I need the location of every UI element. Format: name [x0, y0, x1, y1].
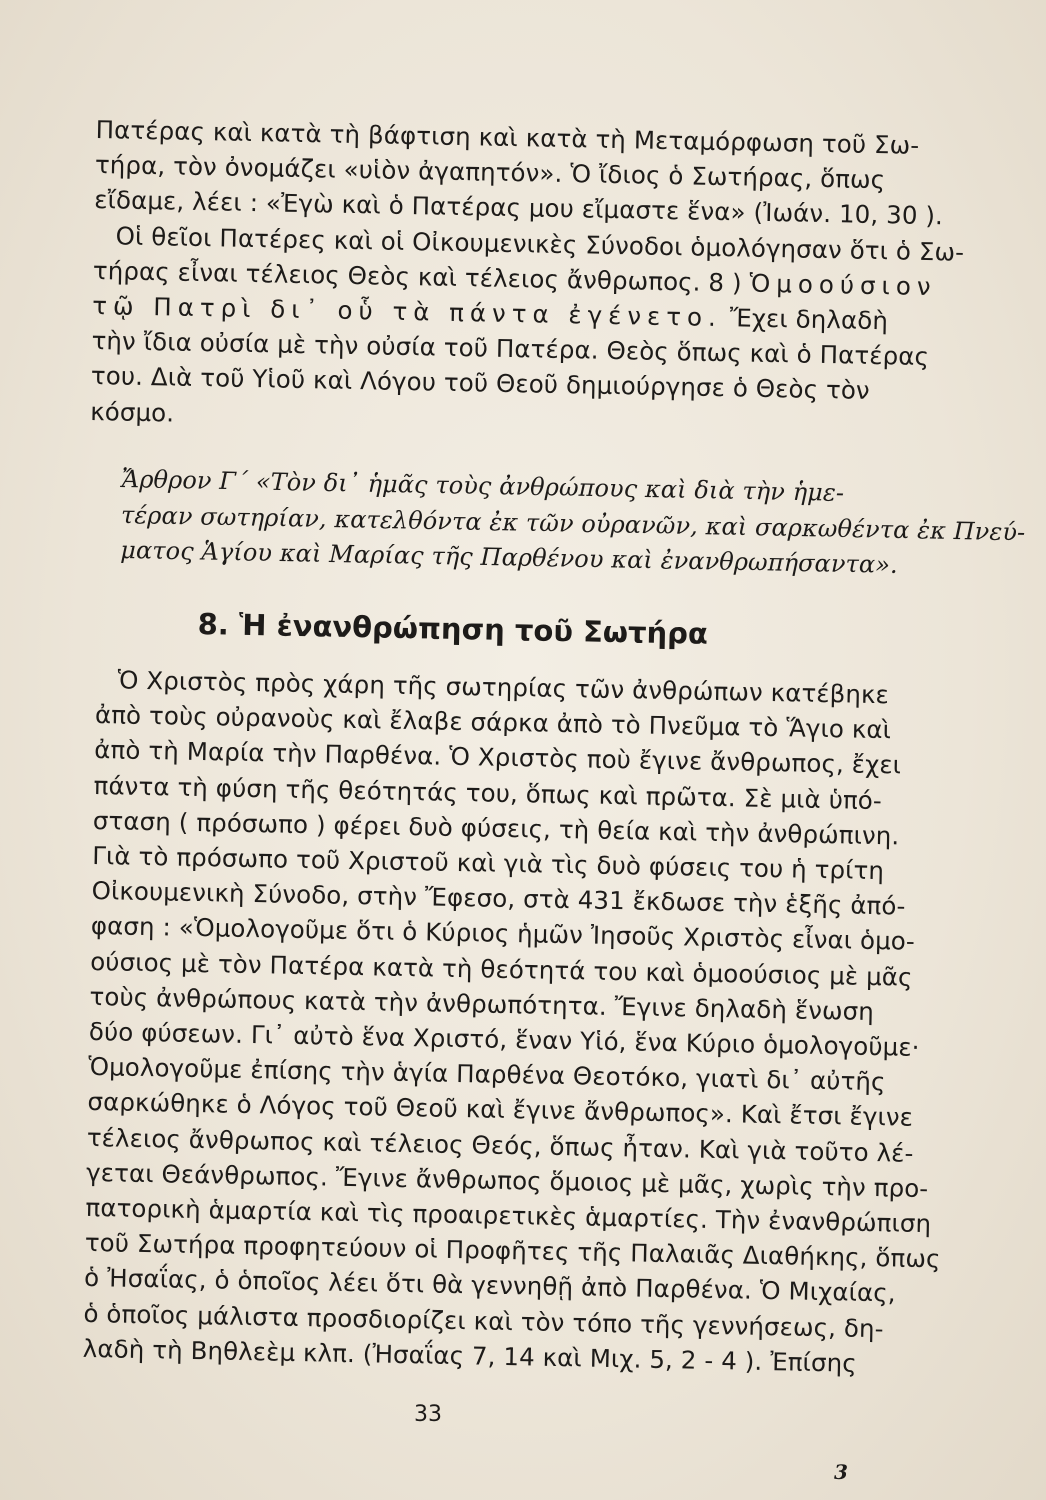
section-paragraph [82, 662, 941, 1381]
text-line: τήρα, τὸν ὀνομάζει «υἱὸν ἀγαπητόν». Ὁ ἴδιος ὁ Σωτήρας, ὅπως [94, 150, 886, 195]
creed-line: Ἄρθρον Γ΄ «Τὸν δι᾿ ἡμᾶς τοὺς ἀνθρώπους καὶ διὰ τὴν ἡμε- [121, 464, 845, 507]
text-line: Ὁμολογοῦμε ἐπίσης τὴν ἁγία Παρθένα Θεοτόκο, γιατὶ δι᾿ αὐτῆς [87, 1052, 886, 1097]
text-line: ὁ Ἠσαΐας, ὁ ὁποῖος λέει ὅτι θὰ γεννηθῇ ἀπὸ Παρθένα. Ὁ Μιχαίας, [83, 1263, 896, 1308]
text-segment: τήρας εἶναι τέλειος Θεὸς καὶ τέλειος ἄνθρωπος. 8 ) [92, 255, 750, 298]
text-line: τοὺς ἀνθρώπους κατὰ τὴν ἀνθρωπότητα. Ἔγινε δηλαδὴ ἕνωση [89, 981, 875, 1026]
paragraph-continued [89, 112, 965, 444]
text-line: πατορικὴ ἁμαρτία καὶ τὶς προαιρετικὲς ἁμαρτίες. Τὴν ἐνανθρώπιση [85, 1192, 932, 1239]
section-heading: 8. Ἡ ἐνανθρώπηση τοῦ Σωτήρα [197, 607, 709, 651]
text-line: Οἰκουμενικὴ Σύνοδο, στὴν Ἔφεσο, στὰ 431 ἔκδωσε τὴν ἑξῆς ἀπό- [91, 876, 906, 921]
creed-term-spaced: Ὁμοούσιον [749, 268, 937, 301]
text-line: γεται Θεάνθρωπος. Ἔγινε ἄνθρωπος ὅμοιος μὲ μᾶς, χωρὶς τὴν προ- [85, 1157, 929, 1203]
text-line: πάντα τὴ φύση τῆς θεότητάς του, ὅπως καὶ πρῶτα. Σὲ μιὰ ὑπό- [93, 770, 883, 815]
text-line: κόσμο. [89, 396, 175, 428]
text-line: λαδὴ τὴ Βηθλεὲμ κλπ. (Ἠσαΐας 7, 14 καὶ Μιχ. 5, 2 - 4 ). Ἐπίσης [82, 1333, 858, 1378]
creed-line: τέραν σωτηρίαν, κατελθόντα ἐκ τῶν οὐρανῶν, καὶ σαρκωθέντα ἐκ Πνεύ- [120, 500, 1026, 546]
text-line: ἀπὸ τὴ Μαρία τὴν Παρθένα. Ὁ Χριστὸς ποὺ ἔγινε ἄνθρωπος, ἔχει [94, 735, 902, 780]
creed-term-spaced: τῷ Πατρὶ δι᾿ οὗ τὰ πάντα ἐγένετο. [92, 290, 723, 333]
text-line: ἀπὸ τοὺς οὐρανοὺς καὶ ἔλαβε σάρκα ἀπὸ τὸ Πνεῦμα τὸ Ἅγιο καὶ [94, 700, 892, 745]
text-line: Οἱ θεῖοι Πατέρες καὶ οἱ Οἰκουμενικὲς Σύνοδοι ὁμολόγησαν ὅτι ὁ Σω- [115, 221, 965, 267]
text-segment: Ἔχει δηλαδὴ [721, 303, 889, 336]
text-line: δύο φύσεων. Γι᾿ αὐτὸ ἕνα Χριστό, ἕναν Υἱό, ἕνα Κύριο ὁμολογοῦμε· [88, 1016, 920, 1062]
text-line: Πατέρας καὶ κατὰ τὴ βάφτιση καὶ κατὰ τὴ Μεταμόρφωση τοῦ Σω- [95, 114, 920, 160]
text-line: τὴν ἴδια οὐσία μὲ τὴν οὐσία τοῦ Πατέρα. Θεὸς ὅπως καὶ ὁ Πατέρας [91, 326, 930, 372]
text-line: φαση : «Ὁμολογοῦμε ὅτι ὁ Κύριος ἡμῶν Ἰησοῦς Χριστὸς εἶναι ὁμο- [90, 911, 916, 957]
text-line: Γιὰ τὸ πρόσωπο τοῦ Χριστοῦ καὶ γιὰ τὶς δυὸ φύσεις του ἡ τρίτη [92, 840, 885, 886]
text-line: του. Διὰ τοῦ Υἱοῦ καὶ Λόγου τοῦ Θεοῦ δημιούργησε ὁ Θεὸς τὸν [90, 361, 871, 406]
text-line: σταση ( πρόσωπο ) φέρει δυὸ φύσεις, τὴ θεία καὶ τὴν ἀνθρώπινη. [92, 805, 900, 851]
signature-mark: 3 [834, 1460, 848, 1484]
text-line: Ὁ Χριστὸς πρὸς χάρη τῆς σωτηρίας τῶν ἀνθρώπων κατέβηκε [117, 665, 890, 710]
text-line: ούσιος μὲ τὸν Πατέρα κατὰ τὴ θεότητά του καὶ ὁμοούσιος μὲ μᾶς [89, 946, 913, 992]
text-line: τοῦ Σωτήρα προφητεύουν οἱ Προφῆτες τῆς Παλαιᾶς Διαθήκης, ὅπως [84, 1228, 941, 1274]
page-number: 33 [414, 1402, 442, 1427]
text-line: εἴδαμε, λέει : «Ἐγὼ καὶ ὁ Πατέρας μου εἴμαστε ἕνα» (Ἰωάν. 10, 30 ). [94, 185, 944, 231]
text-line: σαρκώθηκε ὁ Λόγος τοῦ Θεοῦ καὶ ἔγινε ἄνθρωπος». Καὶ ἔτσι ἔγινε [87, 1087, 914, 1133]
text-line: ὁ ὁποῖος μάλιστα προσδιορίζει καὶ τὸν τόπο τῆς γεννήσεως, δη- [83, 1298, 884, 1343]
creed-article-quote [120, 462, 1026, 583]
creed-line: ματος Ἁγίου καὶ Μαρίας τῆς Παρθένου καὶ ἐνανθρωπήσαντα». [120, 536, 899, 580]
text-line: τέλειος ἄνθρωπος καὶ τέλειος Θεός, ὅπως ἦταν. Καὶ γιὰ τοῦτο λέ- [86, 1122, 914, 1168]
